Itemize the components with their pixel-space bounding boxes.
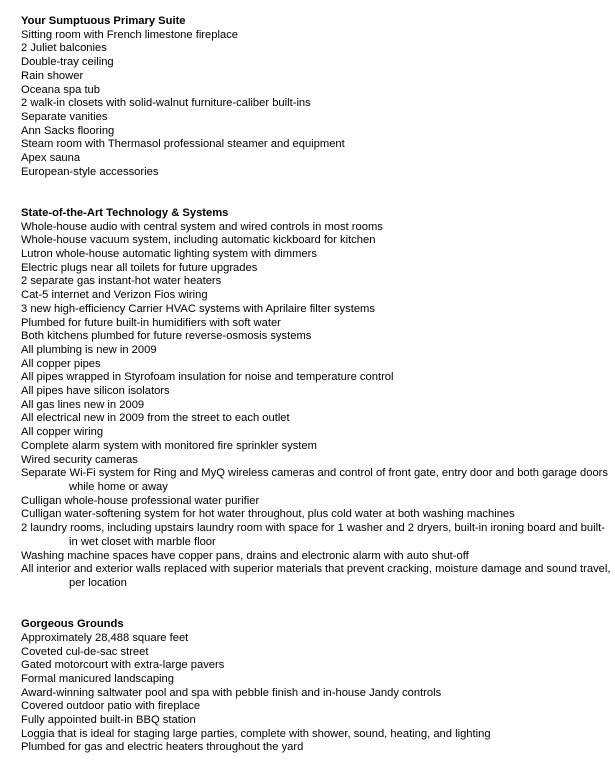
list-item: 2 walk-in closets with solid-walnut furniture-caliber built-ins — [21, 97, 311, 110]
list-item: Plumbed for gas and electric heaters throughout the yard — [21, 741, 304, 754]
list-item: Rain shower — [21, 69, 84, 82]
section-grounds — [21, 618, 611, 755]
section-title: Your Sumptuous Primary Suite — [21, 15, 186, 27]
list-item: Culligan water-softening system for hot water throughout, plus cold water at both washing machines — [21, 508, 515, 521]
section-primary-suite — [21, 15, 611, 179]
list-item: Separate vanities — [21, 110, 108, 123]
list-item: Complete alarm system with monitored fire sprinkler system — [21, 439, 317, 452]
list-item: European-style accessories — [21, 165, 159, 178]
list-item: All copper wiring — [21, 426, 104, 439]
list-item: Wired security cameras — [21, 453, 138, 466]
list-item: Fully appointed built-in BBQ station — [21, 714, 196, 727]
list-item: Formal manicured landscaping — [21, 672, 174, 685]
list-item: Steam room with Thermasol professional steamer and equipment — [21, 138, 345, 151]
list-item: Electric plugs near all toilets for future upgrades — [21, 261, 258, 274]
list-item: Whole-house audio with central system and wired controls in most rooms — [21, 220, 383, 233]
list-item: Sitting room with French limestone fireplace — [21, 28, 239, 41]
list-item: Coveted cul-de-sac street — [21, 645, 149, 658]
list-item: All interior and exterior walls replaced with superior materials that prevent cracking, moisture damage and sound travel, per location — [21, 563, 611, 589]
list-item: Ann Sacks flooring — [21, 124, 115, 137]
document-page — [21, 15, 611, 755]
section-spacer — [21, 591, 611, 619]
list-item: Covered outdoor patio with fireplace — [21, 700, 201, 713]
list-item: All gas lines new in 2009 — [21, 398, 145, 411]
list-item: All copper pipes — [21, 357, 101, 370]
list-item: Separate Wi-Fi system for Ring and MyQ wireless cameras and control of front gate, entry door and both garage doors while home or away — [21, 467, 608, 493]
list-item: 2 laundry rooms, including upstairs laundry room with space for 1 washer and 2 dryers, built-in ironing board and built-in wet closet with marble floor — [21, 522, 605, 548]
list-item: 2 Juliet balconies — [21, 42, 107, 55]
feature-list — [21, 221, 611, 591]
list-item: All plumbing is new in 2009 — [21, 343, 157, 356]
list-item: 3 new high-efficiency Carrier HVAC systems with Aprilaire filter systems — [21, 302, 375, 315]
section-title: Gorgeous Grounds — [21, 618, 124, 631]
section-technology-systems — [21, 207, 611, 591]
section-spacer — [21, 179, 611, 207]
feature-list — [21, 29, 611, 180]
list-item: Apex sauna — [21, 152, 81, 165]
feature-list — [21, 632, 611, 755]
list-item: All pipes have silicon isolators — [21, 385, 170, 398]
section-title: State-of-the-Art Technology & Systems — [21, 206, 229, 219]
list-item: All electrical new in 2009 from the street to each outlet — [21, 412, 290, 425]
list-item: Oceana spa tub — [21, 83, 100, 96]
list-item: Award-winning saltwater pool and spa with pebble finish and in-house Jandy controls — [21, 686, 442, 699]
list-item: Lutron whole-house automatic lighting system with dimmers — [21, 248, 317, 261]
list-item: Cat-5 internet and Verizon Fios wiring — [21, 289, 208, 302]
list-item: Washing machine spaces have copper pans, drains and electronic alarm with auto shut-off — [21, 549, 469, 562]
list-item: Culligan whole-house professional water purifier — [21, 494, 260, 507]
list-item: Both kitchens plumbed for future reverse-osmosis systems — [21, 330, 312, 343]
list-item: Whole-house vacuum system, including automatic kickboard for kitchen — [21, 234, 376, 247]
list-item: Loggia that is ideal for staging large parties, complete with shower, sound, heating, and lighting — [21, 727, 491, 740]
list-item: 2 separate gas instant-hot water heaters — [21, 275, 222, 288]
list-item: All pipes wrapped in Styrofoam insulation for noise and temperature control — [21, 371, 394, 384]
list-item: Plumbed for future built-in humidifiers with soft water — [21, 316, 281, 329]
list-item: Gated motorcourt with extra-large pavers — [21, 659, 225, 672]
list-item: Approximately 28,488 square feet — [21, 631, 189, 644]
list-item: Double-tray ceiling — [21, 56, 114, 69]
